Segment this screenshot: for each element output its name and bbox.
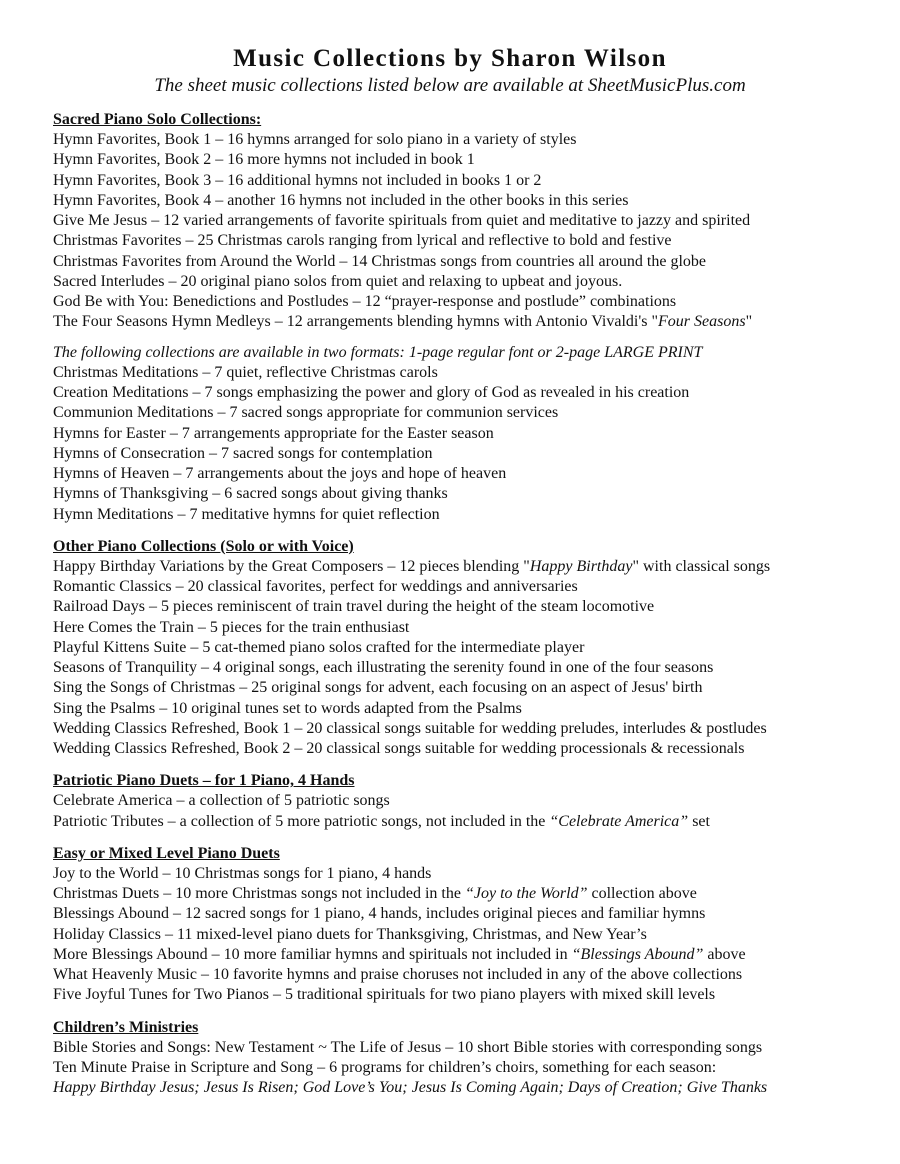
list-item: Hymn Favorites, Book 4 – another 16 hymns not included in the other books in this series [53,191,629,209]
text-segment: Christmas Duets – 10 more Christmas songs not included in the [53,885,465,902]
list-item: Here Comes the Train – 5 pieces for the train enthusiast [53,618,410,636]
text-segment: Happy Birthday Variations by the Great Composers – 12 pieces blending " [53,557,530,575]
italic-title: “Blessings Abound” [571,945,704,963]
list-item: Hymns of Consecration – 7 sacred songs for contemplation [53,444,433,462]
list-item [53,812,860,832]
list-item: Christmas Favorites from Around the World – 14 Christmas songs from countries all around the globe [53,252,706,270]
list-item-birthday [53,557,860,577]
list-item: Railroad Days – 5 pieces reminiscent of train travel during the height of the steam locomotive [53,598,655,616]
list-item-four-seasons [53,312,860,332]
section-heading-duets: Easy or Mixed Level Piano Duets [53,844,280,862]
program-titles: Happy Birthday Jesus; Jesus Is Risen; God Love’s You; Jesus Is Coming Again; Days of Creation; Give Thanks [53,1079,768,1096]
text-segment: The Four Seasons Hymn Medleys – 12 arrangements blending hymns with Antonio Vivaldi's " [53,313,658,331]
patriotic-section [53,771,860,832]
list-item: Hymn Favorites, Book 1 – 16 hymns arranged for solo piano in a variety of styles [53,131,577,148]
list-item: Holiday Classics – 11 mixed-level piano duets for Thanksgiving, Christmas, and New Year’s [53,925,647,943]
italic-title: Happy Birthday [529,557,633,575]
italic-title: Four Seasons [658,313,746,331]
list-item: Joy to the World – 10 Christmas songs for 1 piano, 4 hands [53,864,432,882]
italic-title: “Celebrate America” [549,812,689,830]
text-segment: set [688,812,710,830]
text-segment: More Blessings Abound – 10 more familiar hymns and spirituals not included in [53,945,572,963]
list-item: Celebrate America – a collection of 5 patriotic songs [53,792,390,810]
list-item: Give Me Jesus – 12 varied arrangements of favorite spirituals from quiet and meditative to jazzy and spirited [53,212,751,229]
list-item: God Be with You: Benedictions and Postludes – 12 “prayer-response and postlude” combinations [53,293,677,310]
list-item [53,945,860,965]
list-item: Hymns of Heaven – 7 arrangements about the joys and hope of heaven [53,465,507,482]
section-heading-patriotic: Patriotic Piano Duets – for 1 Piano, 4 Hands [53,772,355,790]
list-item: Christmas Meditations – 7 quiet, reflective Christmas carols [53,363,438,381]
list-item: Playful Kittens Suite – 5 cat-themed piano solos crafted for the intermediate player [53,638,585,656]
page-subtitle: The sheet music collections listed below are available at SheetMusicPlus.com [154,75,746,96]
text-segment: above [703,945,746,963]
text-segment: Patriotic Tributes – a collection of 5 more patriotic songs, not included in the [53,812,550,830]
list-item: Communion Meditations – 7 sacred songs appropriate for communion services [53,404,559,422]
list-item: Five Joyful Tunes for Two Pianos – 5 traditional spirituals for two piano players with mixed skill levels [53,986,716,1004]
list-item [53,884,860,904]
list-item: Hymn Meditations – 7 meditative hymns for quiet reflection [53,505,440,523]
list-item: Bible Stories and Songs: New Testament ~ The Life of Jesus – 10 short Bible stories with corresponding songs [53,1038,763,1056]
list-item: Seasons of Tranquility – 4 original songs, each illustrating the serenity found in one of the four seasons [53,659,714,676]
other-section [53,537,860,760]
list-item: Romantic Classics – 20 classical favorites, perfect for weddings and anniversaries [53,578,578,595]
list-item: Blessings Abound – 12 sacred songs for 1 piano, 4 hands, includes original pieces and familiar hymns [53,905,706,923]
list-item: What Heavenly Music – 10 favorite hymns and praise choruses not included in any of the above collections [53,966,743,983]
section-heading-sacred: Sacred Piano Solo Collections: [53,111,262,128]
list-item: Hymns for Easter – 7 arrangements appropriate for the Easter season [53,424,494,442]
list-item: Hymn Favorites, Book 3 – 16 additional hymns not included in books 1 or 2 [53,171,542,189]
text-segment: " with classical songs [632,557,771,575]
list-item: Wedding Classics Refreshed, Book 2 – 20 classical songs suitable for wedding processionals & recessionals [53,740,745,757]
formats-note: The following collections are available in two formats: 1-page regular font or 2-page LARGE PRINT [53,343,703,361]
italic-title: “Joy to the World” [464,885,588,902]
sacred-section [53,110,860,525]
list-item: Wedding Classics Refreshed, Book 1 – 20 classical songs suitable for wedding preludes, interludes & postludes [53,719,767,737]
page-title: Music Collections by Sharon Wilson [233,45,667,72]
list-item: Christmas Favorites – 25 Christmas carols ranging from lyrical and reflective to bold and festive [53,232,672,250]
list-item: Sacred Interludes – 20 original piano solos from quiet and relaxing to upbeat and joyous. [53,272,623,290]
list-item: Hymn Favorites, Book 2 – 16 more hymns not included in book 1 [53,151,475,169]
text-segment: " [745,313,753,331]
list-item: Hymns of Thanksgiving – 6 sacred songs about giving thanks [53,485,448,503]
text-segment: collection above [587,885,697,902]
children-section [53,1018,860,1099]
section-heading-children: Children’s Ministries [53,1018,199,1036]
list-item: Creation Meditations – 7 songs emphasizing the power and glory of God as revealed in his creation [53,384,690,401]
list-item: Sing the Psalms – 10 original tunes set to words adapted from the Psalms [53,699,522,717]
list-item: Sing the Songs of Christmas – 25 original songs for advent, each focusing on an aspect of Jesus' birth [53,679,703,697]
duets-section [53,844,860,1006]
list-item: Ten Minute Praise in Scripture and Song – 6 programs for children’s choirs, something for each season: [53,1058,717,1076]
section-heading-other: Other Piano Collections (Solo or with Voice) [53,537,354,555]
